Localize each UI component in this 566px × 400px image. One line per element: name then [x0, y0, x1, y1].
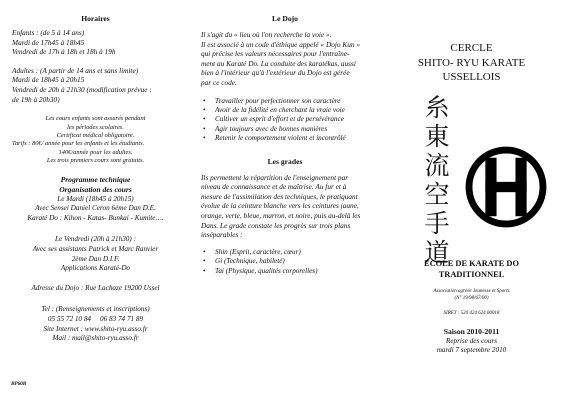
- grades-title: Les grades: [267, 156, 303, 166]
- ecole-line: TRADITIONNEL: [438, 270, 505, 279]
- adresse-dojo: Adresse du Dojo : Rue Lachaze 19200 Ussel: [31, 283, 160, 292]
- club-name-line: USSELLOIS: [442, 71, 501, 83]
- footer-code: BP60B: [11, 381, 27, 387]
- dojo-intro-line: Il s'agit du « lieu où l'on recherche la voie ».: [201, 30, 332, 39]
- horaires-line: Enfants : (de 5 à 14 ans): [12, 28, 85, 37]
- horaires-line: Mardi de 17h45 à 18h45: [12, 37, 85, 47]
- kanji-column: [422, 93, 452, 267]
- ecole-line: ECOLE DE KARATE DO: [423, 259, 519, 268]
- dojo-kun-item: • Travailler pour perfectionner son caractère: [215, 97, 369, 106]
- kanji-char: 道: [424, 238, 450, 267]
- programme-line: Le Vendredi (20h à 21h30) :: [55, 235, 136, 244]
- programme-title: Programme technique: [60, 174, 131, 184]
- reprise-line: Reprise des cours: [445, 336, 498, 345]
- horaires-line: de 19h à 20h30): [12, 94, 60, 104]
- info-line: Tarifs : 80€/ année pour les enfants et les étudiants.: [12, 140, 145, 148]
- dojo-kun-list: [201, 97, 369, 144]
- panel-cover: [377, 0, 566, 400]
- programme-line: Karaté Do : Kihon - Katas- Bunkai - Kumite….: [27, 213, 164, 222]
- contact-website[interactable]: Site Internet : www.shito-ryu.asso.fr: [43, 324, 148, 333]
- horaires-line: Mardi de 18h45 à 20h15: [12, 75, 85, 85]
- panel-horaires: [0, 0, 189, 400]
- grades-intro-line: Ils permettent la répartition de l'enseignement par: [201, 172, 349, 182]
- info-line: 140€/année pour les adultes.: [58, 148, 133, 156]
- grades-item: • Shin (Esprit, caractère, cœur): [215, 248, 369, 257]
- info-line: Les cours enfants sont assurés pendant: [45, 115, 146, 123]
- dojo-intro-line: bien à l'intérieur qu'à l'extérieur du Dojo est gérée: [201, 68, 350, 78]
- programme-line: 2ème Dan D.I.F.: [71, 254, 120, 263]
- horaires-line: Vendredi de 20h à 21h30 (modification prévue :: [12, 84, 152, 94]
- siret: SIRET : 520 424 624 00018: [443, 311, 500, 316]
- programme-line: Le Mardi (18h45 à 20h15): [57, 194, 134, 203]
- contact-phones: 05 55 72 10 84 06 83 74 71 89: [47, 314, 144, 323]
- horaires-line: Vendredi de 17h à 18h et 18h à 19h: [12, 47, 116, 57]
- dojo-kun-item: • Retenir le comportement violent et incontrôlé: [215, 134, 369, 143]
- grades-intro-line: mesure de l'assimilation des techniques, le pratiquant: [201, 191, 358, 201]
- contact-line: Tel : (Renseignements et inscriptions): [41, 305, 150, 314]
- kanji-char: 流: [424, 151, 450, 180]
- info-line: les périodes scolaires.: [67, 123, 124, 131]
- dojo-kun-item: • Agir toujours avec de bonnes manières: [215, 125, 369, 134]
- dojo-kun-item: • Cultiver un esprit d'effort et de persévérance: [215, 115, 369, 124]
- grades-list: [201, 248, 369, 276]
- programme-line: Avec Sensei Daniel Ceron 6ème Dan D.E.: [35, 204, 156, 213]
- kanji-char: 空: [424, 180, 450, 209]
- kanji-char: 東: [424, 122, 450, 151]
- contact-mail[interactable]: Mail : mail@shito-ryu.asso.fr: [52, 334, 139, 343]
- dojo-intro-line: Il est associé à un code d'éthique appelé « Dojo Kun »: [201, 39, 361, 49]
- kanji-char: 手: [424, 209, 450, 238]
- organisation-title: Organisation des cours: [59, 184, 132, 194]
- grades-intro-line: niveau de connaissance et de maîtrise. Au fur et à: [201, 182, 347, 192]
- kanji-char: 糸: [424, 93, 450, 122]
- horaires-line: Adultes : (A partir de 14 ans et sans limite): [12, 65, 139, 75]
- association-line: (N° 19/98/67/00): [454, 295, 489, 301]
- saison: Saison 2010-2011: [443, 326, 500, 336]
- dojo-title: Le Dojo: [272, 14, 298, 23]
- horaires-title: Horaires: [81, 14, 110, 23]
- info-line: Les trois premiers cours sont gratuits.: [46, 157, 145, 165]
- grades-intro-line: Dans. Le grade constate les progrès sur trois plans: [201, 220, 351, 230]
- club-name-line: SHITO- RYU KARATE: [417, 56, 526, 69]
- dojo-intro-line: par ce code.: [201, 77, 237, 87]
- dojo-intro-line: ment au Karaté Do. La conduite des karatékas, aussi: [201, 58, 356, 68]
- shito-ryu-emblem: [463, 144, 549, 230]
- club-name-line: CERCLE: [450, 42, 493, 54]
- grades-intro-line: orange, verte, bleue, marron, et noire, puis au-delà les: [201, 210, 361, 220]
- grades-intro-line: inséparables :: [201, 230, 243, 240]
- programme-line: Applications Karaté-Do: [60, 264, 131, 273]
- panel-dojo: [189, 0, 377, 400]
- dojo-intro-line: qui précise les valeurs nécessaires pour l'entraîne-: [201, 49, 350, 59]
- grades-intro-line: évolue de la ceinture blanche vers les ceintures jaune,: [201, 201, 359, 211]
- association-line: Association agréée Jeunesse et Sports: [433, 289, 510, 294]
- grades-item: • Tai (Physique, qualités corporelles): [215, 267, 369, 276]
- programme-line: Avec ses assistants Patrick et Marc Ranvier: [32, 244, 159, 253]
- dojo-kun-item: • Avoir de la fidélité en cherchant la vraie voie: [215, 106, 369, 115]
- info-line: Certificat médical obligatoire.: [56, 131, 135, 139]
- reprise-line: mardi 7 septembre 2010: [436, 346, 507, 355]
- grades-item: • Gi (Technique, habileté): [215, 257, 369, 266]
